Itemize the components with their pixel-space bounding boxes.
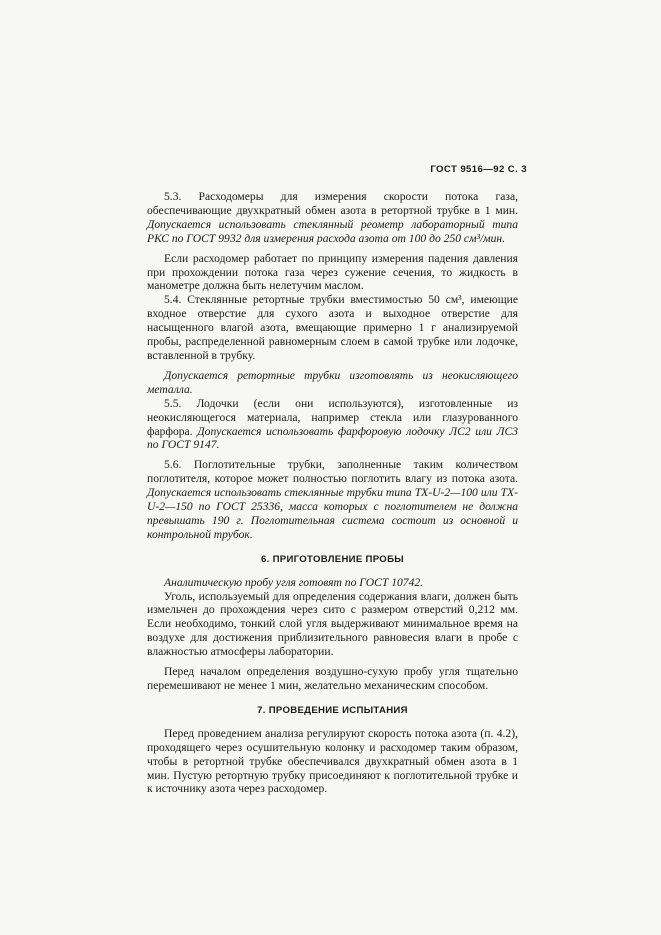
paragraph-5-5-text: 5.5. Лодочки (если они используются), изготовленные из неокисляющегося материала, например стекла или глазурованного фарфора. [147, 396, 518, 438]
paragraph-7-a: Перед проведением анализа регулируют скорость потока азота (п. 4.2), проходящего через осушительную колонку и расходомер таким образом, чтобы в ретортной трубке обеспечивался двухкратный обмен азота в 1 мин. Пустую ретортную трубку присоединяют к поглотительной трубке и к источнику азота через расходомер. [147, 726, 518, 796]
paragraph-5-3-note: Если расходомер работает по принципу измерения падения давления при прохождении потока газа через сужение сечения, то жидкость в манометре должна быть нелетучим маслом. [147, 251, 518, 293]
paragraph-5-6 [147, 458, 518, 541]
paragraph-5-3 [147, 190, 518, 246]
paragraph-5-6-italic: Допускается использовать стеклянные трубки типа ТХ-U-2—100 или ТХ-U-2—150 по ГОСТ 25336, масса которых с поглотителем не должна превышать 190 г. Поглотительная система состоит из основной и контрольной трубок. [147, 486, 518, 541]
paragraph-5-5-italic: Допускается использовать фарфоровую лодочку ЛС2 или ЛС3 по ГОСТ 9147. [147, 424, 518, 452]
paragraph-5-5 [147, 397, 518, 453]
paragraph-6-b: Уголь, используемый для определения содержания влаги, должен быть измельчен до прохождения через сито с размером отверстий 0,212 мм. Если необходимо, тонкий слой угля выдерживают минимальное время на воздухе для достижения приблизительного равновесия влаги в пробе с влажностью атмосферы лаборатории. [147, 589, 518, 659]
paragraph-5-3-text: 5.3. Расходомеры для измерения скорости потока газа, обеспечивающие двухкратный обмен азота в ретортной трубке в 1 мин. [147, 190, 518, 217]
section-6-heading: 6. ПРИГОТОВЛЕНИЕ ПРОБЫ [261, 553, 404, 565]
paragraph-6-c: Перед началом определения воздушно-сухую пробу угля тщательно перемешивают не менее 1 мин, желательно механическим способом. [147, 665, 518, 692]
page-header: ГОСТ 9516—92 С. 3 [430, 164, 527, 175]
paragraph-5-4: 5.4. Стеклянные ретортные трубки вместимостью 50 см³, имеющие входное отверстие для сухого азота и выходное отверстие для насыщенного влагой азота, вмещающие примерно 1 г анализируемой пробы, распределенной равномерным слоем в самой трубке или лодочке, вставленной в трубку. [147, 293, 518, 362]
document-body [147, 190, 518, 796]
paragraph-5-6-text: 5.6. Поглотительные трубки, заполненные таким количеством поглотителя, которое может полностью поглотить влагу из потока азота. [147, 458, 518, 486]
paragraph-5-4-italic: Допускается ретортные трубки изготовлять из неокисляющего металла. [147, 368, 518, 396]
paragraph-5-3-italic: Допускается использовать стеклянный реометр лабораторный типа РКС по ГОСТ 9932 для измерения расхода азота от 100 до 250 см³/мин. [147, 217, 518, 245]
section-7-heading: 7. ПРОВЕДЕНИЕ ИСПЫТАНИЯ [257, 704, 408, 716]
paragraph-6-a: Аналитическую пробу угля готовят по ГОСТ 10742. [164, 575, 424, 589]
